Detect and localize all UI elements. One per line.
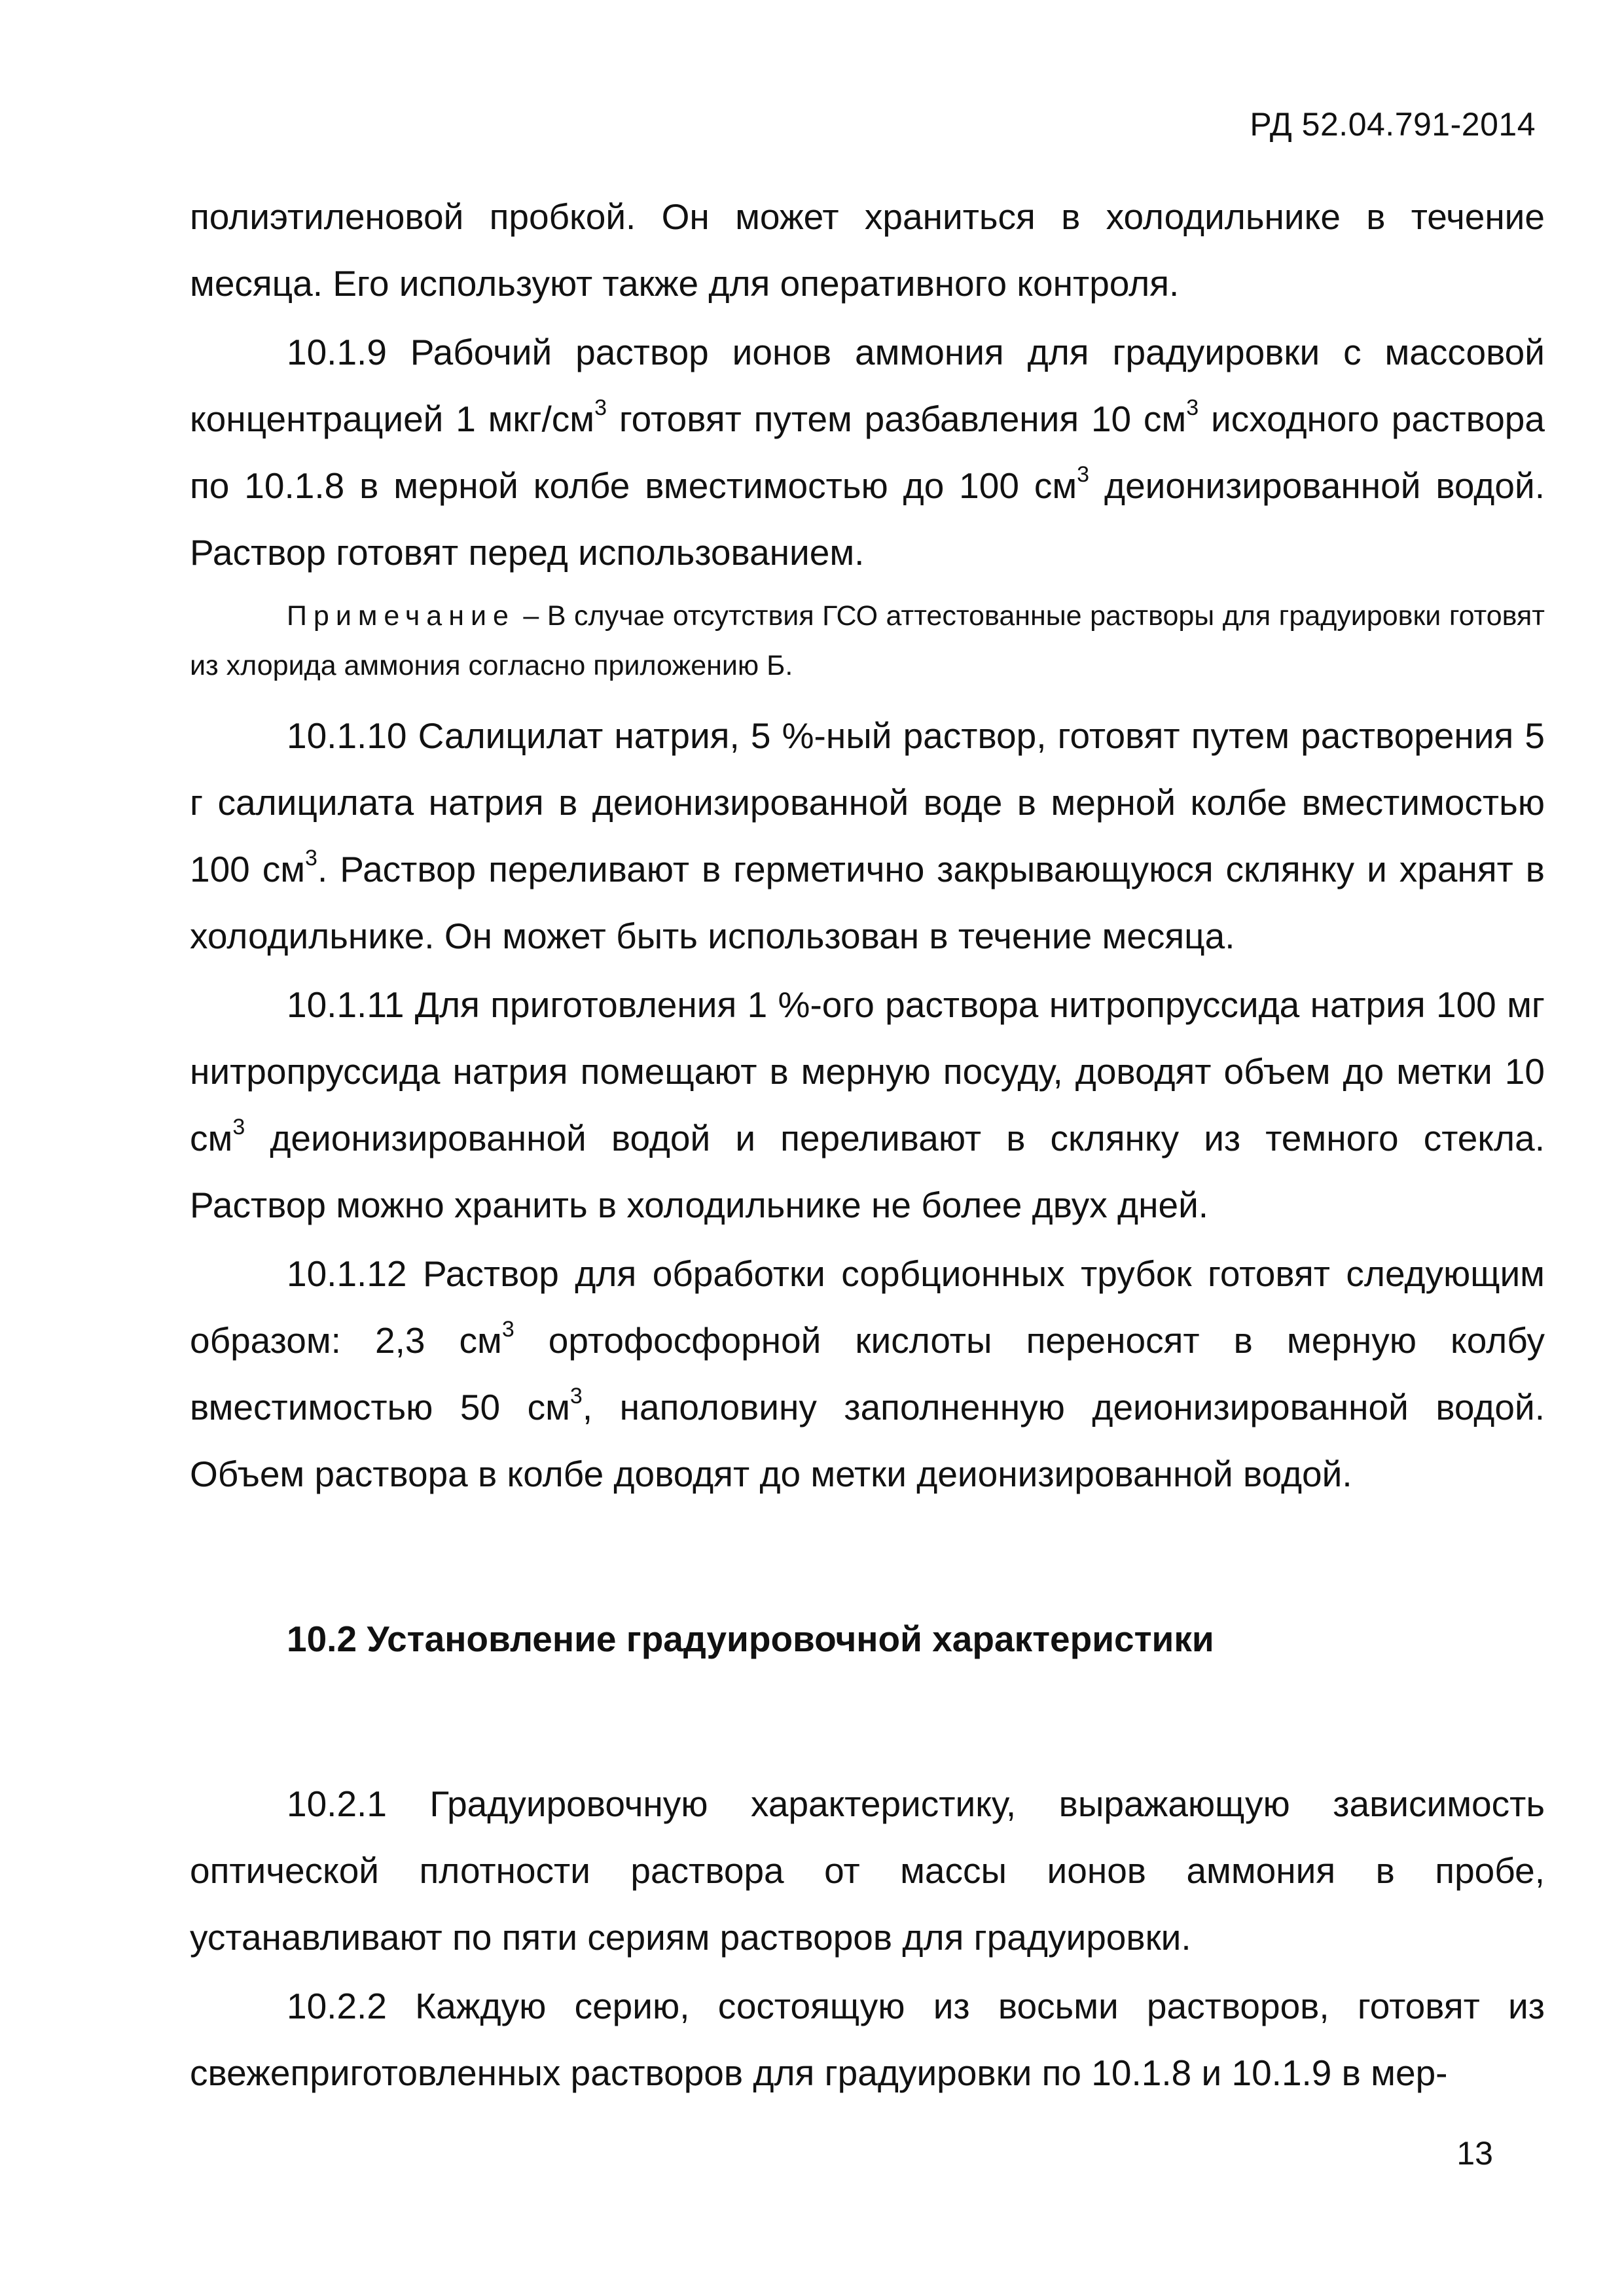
superscript: 3 bbox=[1186, 395, 1199, 420]
text-segment: 10.1.9 Рабочий раствор ионов аммония для градуировки с массовой концентрацией 1 мкг/см bbox=[190, 332, 1545, 439]
paragraph-text: 10.2.1 Градуировочную характеристику, выражающую зависимость оптической плотности раствора от массы ионов аммония в пробе, устанавливают по пяти сериям растворов для градуировки. bbox=[190, 1784, 1545, 1958]
paragraph-10-2-1 bbox=[190, 1770, 1545, 1971]
paragraph-continuation bbox=[190, 183, 1545, 317]
page-number: 13 bbox=[1456, 2135, 1493, 2172]
text-segment: . Раствор переливают в герметично закрывающуюся склянку и хранят в холодильнике. Он может быть использован в течение месяца. bbox=[190, 849, 1545, 956]
text-segment: 10.1.11 Для приготовления 1 %-ого раствора нитропруссида натрия 100 мг нитропруссида натрия помещают в мерную посуду, доводят объем до метки 10 см bbox=[190, 984, 1545, 1158]
text-segment: готовят путем разбавления 10 см bbox=[607, 399, 1187, 439]
superscript: 3 bbox=[1077, 461, 1090, 487]
document-code-header: РД 52.04.791-2014 bbox=[1250, 106, 1536, 143]
paragraph-10-2-2 bbox=[190, 1973, 1545, 2106]
paragraph-text: полиэтиленовой пробкой. Он может храниться в холодильнике в течение месяца. Его используют также для оперативного контроля. bbox=[190, 196, 1545, 304]
text-segment: , наполовину заполненную деионизированной водой. Объем раствора в колбе доводят до метки деионизированной водой. bbox=[190, 1387, 1545, 1494]
superscript: 3 bbox=[232, 1114, 245, 1139]
text-segment: деионизированной водой и переливают в склянку из темного стекла. Раствор можно хранить в холодильнике не более двух дней. bbox=[190, 1118, 1545, 1225]
text-segment: ортофосфорной кислоты переносят в мерную колбу вместимостью 50 см bbox=[190, 1320, 1545, 1427]
section-heading-10-2: 10.2 Установление градуировочной характеристики bbox=[287, 1619, 1214, 1659]
paragraph-10-1-11 bbox=[190, 971, 1545, 1238]
superscript: 3 bbox=[594, 395, 607, 420]
text-segment: деионизированной водой. Раствор готовят перед использованием. bbox=[190, 465, 1545, 573]
note-label: Примечание bbox=[287, 600, 515, 632]
text-segment: 10.1.12 Раствор для обработки сорбционных трубок готовят следующим образом: 2,3 см bbox=[190, 1253, 1545, 1361]
paragraph-10-1-12 bbox=[190, 1240, 1545, 1507]
note-text: – В случае отсутствия ГСО аттестованные растворы для градуировки готовят из хлорида аммония согласно приложению Б. bbox=[190, 600, 1545, 681]
superscript: 3 bbox=[501, 1316, 514, 1342]
paragraph-10-1-10 bbox=[190, 702, 1545, 969]
text-segment: исходного раствора по 10.1.8 в мерной колбе вместимостью до 100 см bbox=[190, 399, 1545, 506]
paragraph-10-1-9 bbox=[190, 319, 1545, 586]
superscript: 3 bbox=[305, 845, 317, 870]
text-segment: 10.1.10 Салицилат натрия, 5 %-ный раствор, готовят путем растворения 5 г салицилата натрия в деионизированной воде в мерной колбе вместимостью 100 см bbox=[190, 715, 1545, 889]
paragraph-text: 10.2.2 Каждую серию, состоящую из восьми растворов, готовят из свежеприготовленных растворов для градуировки по 10.1.8 и 10.1.9 в мер- bbox=[190, 1986, 1545, 2093]
note-paragraph bbox=[190, 591, 1545, 691]
superscript: 3 bbox=[569, 1383, 583, 1408]
document-body bbox=[190, 183, 1545, 2108]
